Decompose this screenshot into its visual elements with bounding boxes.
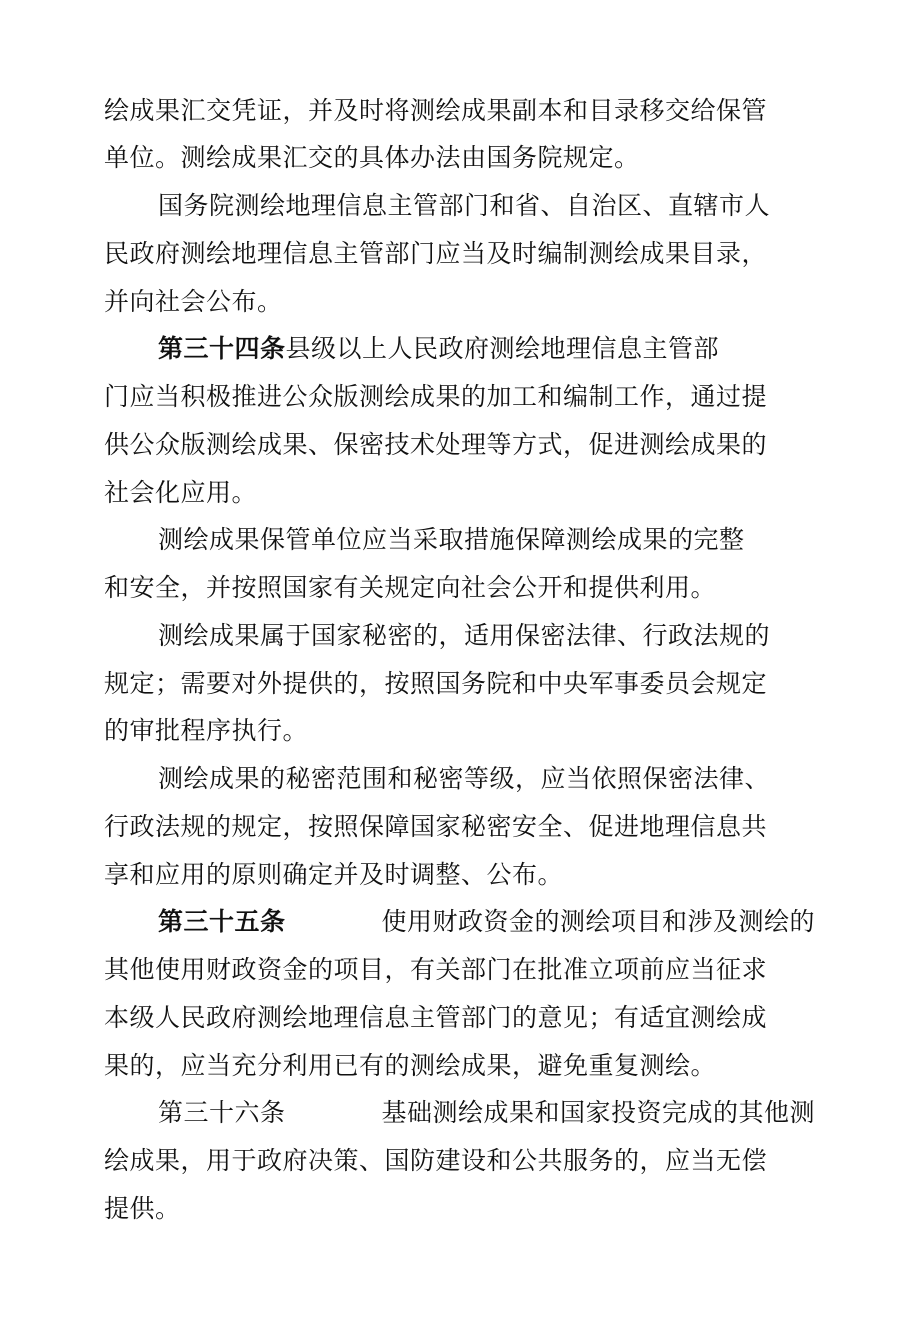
paragraph-line: 其他使用财政资金的项目，有关部门在批准立项前应当征求 <box>104 955 768 984</box>
paragraph-line: 行政法规的规定，按照保障国家秘密安全、促进地理信息共 <box>104 812 768 841</box>
paragraph-line: 绘成果汇交凭证，并及时将测绘成果副本和目录移交给保管 <box>104 96 768 125</box>
paragraph-line: 门应当积极推进公众版测绘成果的加工和编制工作，通过提 <box>104 382 768 411</box>
paragraph-line: 测绘成果属于国家秘密的，适用保密法律、行政法规的 <box>158 621 771 650</box>
paragraph-line: 并向社会公布。 <box>104 287 283 316</box>
paragraph-line: 享和应用的原则确定并及时调整、公布。 <box>104 860 564 889</box>
paragraph-line: 国务院测绘地理信息主管部门和省、自治区、直辖市人 <box>158 191 771 220</box>
paragraph-line: 测绘成果的秘密范围和秘密等级，应当依照保密法律、 <box>158 764 771 793</box>
paragraph-line: 规定；需要对外提供的，按照国务院和中央军事委员会规定 <box>104 669 768 698</box>
article-36-first-line <box>158 1098 815 1128</box>
paragraph-line: 民政府测绘地理信息主管部门应当及时编制测绘成果目录， <box>104 239 768 268</box>
article-36-text: 基础测绘成果和国家投资完成的其他测 <box>381 1098 816 1127</box>
paragraph-line: 绘成果，用于政府决策、国防建设和公共服务的，应当无偿 <box>104 1146 768 1175</box>
paragraph-line: 本级人民政府测绘地理信息主管部门的意见；有适宜测绘成 <box>104 1003 768 1032</box>
article-35-first-line <box>158 907 815 937</box>
paragraph-line: 单位。测绘成果汇交的具体办法由国务院规定。 <box>104 143 640 172</box>
article-36-heading: 第三十六条 <box>158 1098 286 1127</box>
paragraph-line: 供公众版测绘成果、保密技术处理等方式，促进测绘成果的 <box>104 430 768 459</box>
paragraph-line: 提供。 <box>104 1194 181 1223</box>
article-34-heading: 第三十四条 <box>158 334 286 363</box>
article-34-first-line <box>158 334 719 364</box>
paragraph-line: 测绘成果保管单位应当采取措施保障测绘成果的完整 <box>158 525 745 554</box>
article-35-text: 使用财政资金的测绘项目和涉及测绘的 <box>381 907 816 936</box>
paragraph-line: 果的，应当充分利用已有的测绘成果，避免重复测绘。 <box>104 1051 717 1080</box>
paragraph-line: 的审批程序执行。 <box>104 716 309 745</box>
paragraph-line: 和安全，并按照国家有关规定向社会公开和提供利用。 <box>104 573 717 602</box>
article-34-text: 县级以上人民政府测绘地理信息主管部 <box>285 334 720 363</box>
article-35-heading: 第三十五条 <box>158 907 286 936</box>
paragraph-line: 社会化应用。 <box>104 478 258 507</box>
